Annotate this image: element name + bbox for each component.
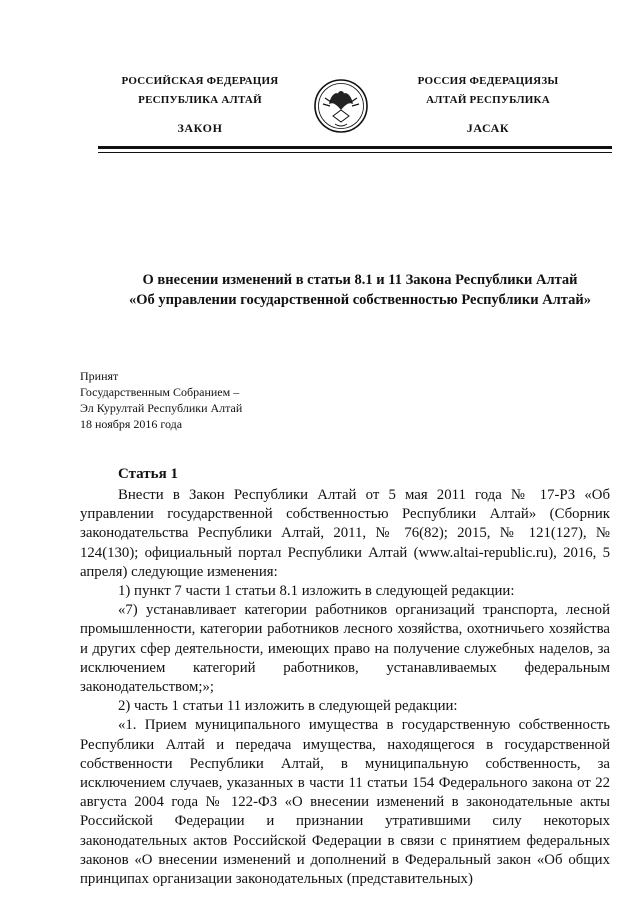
adoption-block	[80, 368, 242, 432]
adopted-line1: Принят	[80, 369, 119, 383]
header-right	[388, 72, 588, 138]
title-line2: «Об управлении государственной собственностью Республики Алтай»	[129, 292, 591, 308]
article-paragraph: Внести в Закон Республики Алтай от 5 мая 2011 года № 17-РЗ «Об управлении государственной собственностью Республики Алтай» (Сборник законодательства Республики Алтай, 2011, № 76(82); 2015, № 121(127), № 124(130); официальный портал Республики Алтай (www.altai-republic.ru), 2016, 5 апреля) следующие изменения:	[80, 487, 610, 580]
header-right-law: JАСАК	[466, 121, 510, 135]
header-right-line1: РОССИЯ ФЕДЕРАЦИЯЗЫ	[417, 75, 559, 87]
article-paragraph: «7) устанавливает категории работников организаций транспорта, лесной промышленности, категории работников лесного хозяйства, охотничьего хозяйства и других сфер деятельности, имеющих право на получение служебных наделов, за исключением категорий работников, устанавливаемых федеральным законодательством;»;	[80, 602, 610, 696]
article-paragraph: 1) пункт 7 части 1 статьи 8.1 изложить в следующей редакции:	[118, 583, 515, 600]
adopted-line3: Эл Курултай Республики Алтай	[80, 401, 243, 415]
header-divider-thick	[98, 146, 612, 149]
title-line1: О внесении изменений в статьи 8.1 и 11 Закона Республики Алтай	[142, 272, 578, 288]
header-right-line2: АЛТАЙ РЕСПУБЛИКА	[426, 94, 550, 106]
adopted-line2: Государственным Собранием –	[80, 385, 240, 399]
article-paragraph: 2) часть 1 статьи 11 изложить в следующей редакции:	[118, 698, 458, 715]
document-title	[80, 270, 640, 310]
header-divider-thin	[98, 152, 612, 153]
header-left-line2: РЕСПУБЛИКА АЛТАЙ	[138, 94, 262, 106]
article-body	[80, 486, 610, 889]
header-left-law: ЗАКОН	[177, 121, 223, 135]
adopted-date: 18 ноября 2016 года	[80, 417, 183, 431]
header-left	[100, 72, 300, 138]
header-left-line1: РОССИЙСКАЯ ФЕДЕРАЦИЯ	[121, 75, 279, 87]
article-heading: Статья 1	[118, 466, 178, 482]
coat-of-arms-icon	[313, 74, 369, 138]
article-paragraph: «1. Прием муниципального имущества в государственную собственность Республики Алтай и передача имущества, находящегося в государственной собственности Республики Алтай, в муниципальную собственность, за исключением случаев, указанных в части 11 статьи 154 Федерального закона от 22 августа 2004 года № 122-ФЗ «О внесении изменений в законодательные акты Российской Федерации и признании утратившими силу некоторых законодательных актов Российской Федерации в связи с принятием федеральных законов «О внесении изменений и дополнений в Федеральный закон «Об общих принципах организации законодательных (представительных)	[80, 717, 610, 888]
